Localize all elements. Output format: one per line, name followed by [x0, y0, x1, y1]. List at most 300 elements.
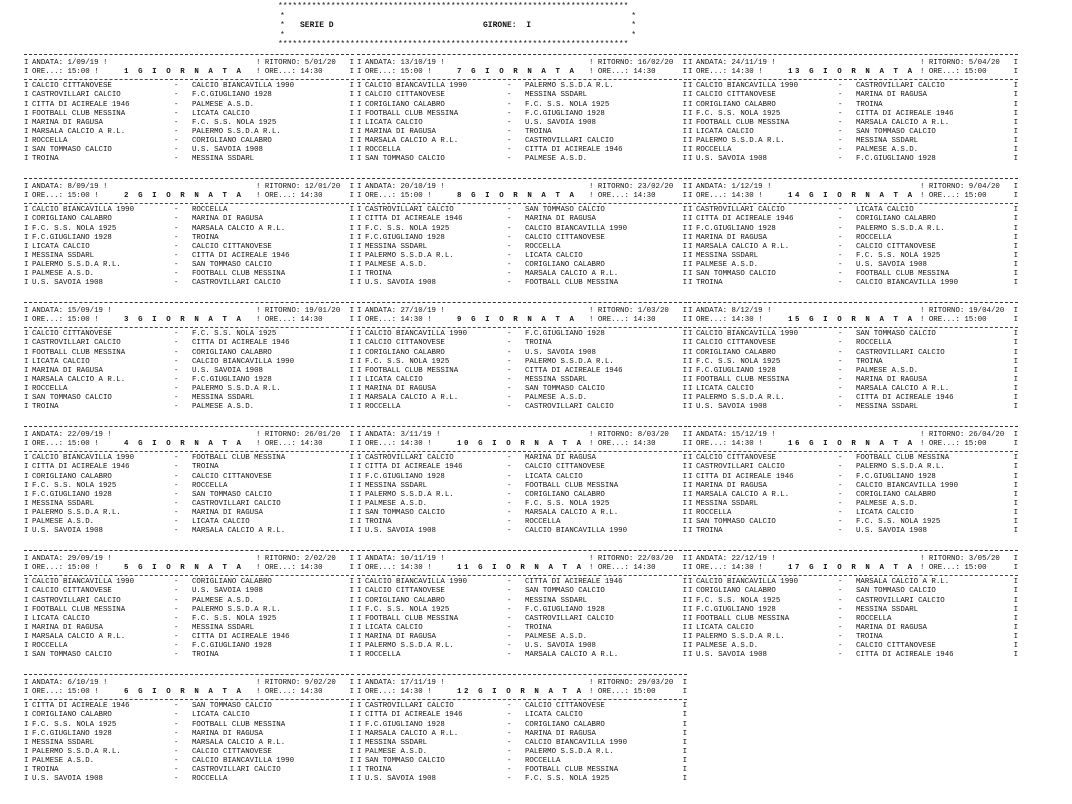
match-row — [357, 500, 687, 509]
border-char: I — [682, 109, 687, 118]
border-char: I — [688, 307, 693, 315]
border-char: I — [1013, 385, 1018, 394]
away-team: MARINA DI RAGUSA — [525, 215, 596, 224]
home-team: PALMESE A.S.D. — [696, 261, 759, 270]
ore-giornata-row — [688, 68, 1018, 77]
border-char: I — [357, 499, 362, 508]
border-char: I — [24, 403, 29, 412]
home-team: LICATA CALCIO — [32, 614, 90, 623]
match-row — [24, 757, 354, 766]
away-team: CORIGLIANO CALABRO — [192, 137, 272, 146]
dashed-rule — [24, 202, 354, 204]
border-char: I — [688, 527, 693, 536]
away-team: PALMESE A.S.D. — [856, 146, 919, 155]
border-char: I — [682, 509, 687, 518]
border-char: I — [349, 605, 354, 614]
away-team: F.C. S.S. NOLA 1925 — [525, 775, 610, 784]
border-char: I — [24, 59, 29, 67]
home-team: ROCCELLA — [365, 651, 401, 660]
away-team: CALCIO BIANCAVILLA 1990 — [525, 224, 628, 233]
match-row — [357, 651, 687, 660]
away-team: MESSINA SSDARL — [192, 155, 255, 164]
home-team: FOOTBALL CLUB MESSINA — [365, 109, 459, 118]
ore-ritorno: ! ORE...: 14:30 — [256, 440, 323, 449]
vs-separator: - — [838, 527, 843, 536]
away-team: ROCCELLA — [856, 614, 892, 623]
border-char: I — [688, 215, 693, 224]
away-team: CITTA DI ACIREALE 1946 — [192, 251, 290, 260]
match-row — [24, 633, 354, 642]
border-char: I — [688, 270, 693, 279]
home-team: TROINA — [32, 403, 59, 412]
home-team: PALMESE A.S.D. — [365, 261, 428, 270]
vs-separator: - — [174, 109, 179, 118]
home-team: MESSINA SSDARL — [696, 251, 759, 260]
giornata-block — [688, 426, 1018, 548]
away-team: MARINA DI RAGUSA — [856, 623, 927, 632]
border-char: I — [688, 137, 693, 146]
away-team: PALMESE A.S.D. — [856, 499, 919, 508]
border-char: I — [1013, 499, 1018, 508]
border-char: I — [682, 596, 687, 605]
ore-andata: ORE...: 15:00 ! — [32, 316, 99, 325]
border-char: I — [24, 215, 29, 224]
header-stars-top: ************************************************************************* — [278, 2, 629, 11]
match-row — [24, 597, 354, 606]
match-row — [688, 215, 1018, 224]
vs-separator: - — [838, 233, 843, 242]
home-team: U.S. SAVOIA 1908 — [365, 279, 436, 288]
border-char: I — [688, 339, 693, 348]
home-team: MARSALA CALCIO A R.L. — [365, 137, 459, 146]
match-row — [357, 509, 687, 518]
border-char: I — [688, 146, 693, 155]
dashed-rule — [688, 574, 1018, 576]
border-char: I — [349, 206, 354, 215]
match-row — [688, 270, 1018, 279]
away-team: MARSALA CALCIO A R.L. — [525, 509, 619, 518]
away-team: U.S. SAVOIA 1908 — [192, 366, 263, 375]
match-row — [357, 721, 687, 730]
home-team: MARSALA CALCIO A R.L. — [365, 394, 459, 403]
border-char: I — [24, 118, 29, 127]
away-team: CASTROVILLARI CALCIO — [856, 348, 945, 357]
match-row — [688, 146, 1018, 155]
home-team: F.C. S.S. NOLA 1925 — [696, 109, 781, 118]
away-team: MESSINA SSDARL — [856, 403, 919, 412]
dashed-rule — [688, 326, 1018, 328]
away-team: CALCIO CITTANOVESE — [525, 233, 605, 242]
away-team: F.C.GIUGLIANO 1928 — [192, 375, 272, 384]
home-team: PALMESE A.S.D. — [32, 270, 95, 279]
border-char: I — [688, 587, 693, 596]
dashed-rule — [357, 202, 687, 204]
away-team: CORIGLIANO CALABRO — [192, 578, 272, 587]
vs-separator: - — [507, 137, 512, 146]
border-char: I — [24, 578, 29, 587]
border-char: I — [24, 596, 29, 605]
border-char: I — [688, 348, 693, 357]
home-team: CITTA DI ACIREALE 1946 — [696, 472, 794, 481]
vs-separator: - — [174, 729, 179, 738]
ritorno-date: ! RITORNO: 26/04/20 — [920, 431, 1005, 439]
home-team: MARSALA CALCIO A R.L. — [696, 490, 790, 499]
match-row — [688, 482, 1018, 491]
border-char: I — [24, 499, 29, 508]
border-char: I — [349, 738, 354, 747]
ore-giornata-row — [688, 440, 1018, 449]
border-char: I — [357, 633, 362, 642]
home-team: F.C. S.S. NOLA 1925 — [32, 224, 117, 233]
home-team: CALCIO BIANCAVILLA 1990 — [696, 330, 799, 339]
match-row — [24, 119, 354, 128]
border-char: I — [357, 729, 362, 738]
vs-separator: - — [838, 509, 843, 518]
border-char: I — [1013, 109, 1018, 118]
away-team: F.C. S.S. NOLA 1925 — [192, 330, 277, 339]
border-char: I — [682, 454, 687, 463]
away-team: SAN TOMMASO CALCIO — [856, 587, 936, 596]
ore-andata: ORE...: 15:00 ! — [32, 68, 99, 77]
border-char: I — [1013, 59, 1018, 67]
home-team: U.S. SAVOIA 1908 — [365, 775, 436, 784]
border-char: I — [1013, 357, 1018, 366]
home-team: MARINA DI RAGUSA — [32, 118, 103, 127]
match-row — [24, 473, 354, 482]
border-char: I — [357, 183, 362, 191]
vs-separator: - — [174, 578, 179, 587]
away-team: MARSALA CALCIO A R.L. — [856, 118, 950, 127]
ore-ritorno: ! ORE...: 14:30 — [256, 68, 323, 77]
home-team: U.S. SAVOIA 1908 — [696, 403, 767, 412]
vs-separator: - — [838, 375, 843, 384]
home-team: F.C. S.S. NOLA 1925 — [32, 720, 117, 729]
vs-separator: - — [174, 605, 179, 614]
away-team: CITTA DI ACIREALE 1946 — [525, 578, 623, 587]
andata-ritorno-row — [357, 183, 687, 192]
border-char: I — [682, 59, 687, 67]
border-char: I — [349, 481, 354, 490]
vs-separator: - — [838, 224, 843, 233]
vs-separator: - — [174, 215, 179, 224]
vs-separator: - — [174, 499, 179, 508]
andata-date: ANDATA: 13/10/19 ! — [365, 59, 445, 67]
vs-separator: - — [838, 137, 843, 146]
border-char: I — [357, 614, 362, 623]
home-team: CASTROVILLARI CALCIO — [696, 463, 785, 472]
home-team: FOOTBALL CLUB MESSINA — [365, 366, 459, 375]
vs-separator: - — [838, 339, 843, 348]
border-char: I — [357, 394, 362, 403]
andata-ritorno-row — [24, 59, 354, 68]
away-team: MARSALA CALCIO A R.L. — [192, 224, 286, 233]
vs-separator: - — [174, 633, 179, 642]
border-char: I — [688, 651, 693, 660]
away-team: ROCCELLA — [525, 242, 561, 251]
border-char: I — [357, 555, 362, 563]
away-team: MARINA DI RAGUSA — [856, 91, 927, 100]
border-char: I — [688, 596, 693, 605]
border-char: I — [1013, 454, 1018, 463]
home-team: LICATA CALCIO — [365, 375, 423, 384]
away-team: FOOTBALL CLUB MESSINA — [525, 279, 619, 288]
match-row — [688, 261, 1018, 270]
match-row — [357, 206, 687, 215]
away-team: SAN TOMMASO CALCIO — [192, 490, 272, 499]
border-char: I — [349, 454, 354, 463]
vs-separator: - — [174, 127, 179, 136]
away-team: CALCIO BIANCAVILLA 1990 — [192, 757, 295, 766]
match-row — [24, 146, 354, 155]
vs-separator: - — [507, 463, 512, 472]
border-char: I — [357, 481, 362, 490]
border-char: I — [682, 747, 687, 756]
home-team: TROINA — [32, 155, 59, 164]
border-char: I — [682, 472, 687, 481]
match-row — [357, 261, 687, 270]
match-row — [357, 766, 687, 775]
border-char: I — [349, 623, 354, 632]
away-team: MESSINA SSDARL — [856, 605, 919, 614]
vs-separator: - — [174, 587, 179, 596]
border-char: I — [682, 330, 687, 339]
border-char: I — [688, 394, 693, 403]
andata-ritorno-row — [688, 307, 1018, 316]
border-char: I — [24, 155, 29, 164]
vs-separator: - — [507, 215, 512, 224]
match-row — [24, 711, 354, 720]
border-char: I — [357, 679, 362, 687]
home-team: PALMESE A.S.D. — [365, 747, 428, 756]
match-row — [688, 651, 1018, 660]
home-team: ROCCELLA — [365, 403, 401, 412]
border-char: I — [349, 702, 354, 711]
vs-separator: - — [838, 270, 843, 279]
home-team: ROCCELLA — [32, 642, 68, 651]
border-char: I — [1013, 490, 1018, 499]
home-team: SAN TOMMASO CALCIO — [365, 757, 445, 766]
away-team: PALMESE A.S.D. — [192, 403, 255, 412]
ritorno-date: ! RITORNO: 1/03/20 — [589, 307, 669, 315]
border-char: I — [24, 757, 29, 766]
dashed-rule — [24, 326, 354, 328]
border-char: I — [24, 688, 29, 697]
border-char: I — [24, 394, 29, 403]
match-row — [357, 270, 687, 279]
dashed-rule — [357, 78, 687, 80]
dashed-rule — [357, 450, 687, 452]
match-row — [24, 367, 354, 376]
dashed-rule — [688, 450, 1018, 452]
match-row — [24, 739, 354, 748]
border-char: I — [1013, 242, 1018, 251]
vs-separator: - — [507, 711, 512, 720]
match-row — [357, 349, 687, 358]
border-char: I — [349, 155, 354, 164]
border-char: I — [1013, 251, 1018, 260]
border-char: I — [24, 348, 29, 357]
andata-date: ANDATA: 1/09/19 ! — [32, 59, 108, 67]
ore-andata: ORE...: 15:00 ! — [365, 68, 432, 77]
match-row — [357, 702, 687, 711]
border-char: I — [349, 242, 354, 251]
border-char: I — [349, 633, 354, 642]
giornata-block — [357, 54, 687, 176]
vs-separator: - — [838, 251, 843, 260]
away-team: MESSINA SSDARL — [192, 623, 255, 632]
giornata-number: 15 G I O R N A T A — [788, 316, 915, 325]
border-char: I — [688, 316, 693, 325]
away-team: ROCCELLA — [856, 339, 892, 348]
border-char: I — [24, 440, 29, 449]
vs-separator: - — [174, 509, 179, 518]
home-team: F.C.GIUGLIANO 1928 — [32, 490, 112, 499]
dashed-rule — [24, 698, 354, 700]
ritorno-date: ! RITORNO: 3/05/20 — [920, 555, 1000, 563]
vs-separator: - — [507, 100, 512, 109]
border-char: I — [688, 330, 693, 339]
border-char: I — [1013, 192, 1018, 201]
away-team: FOOTBALL CLUB MESSINA — [525, 481, 619, 490]
border-char: I — [682, 587, 687, 596]
border-char: I — [357, 403, 362, 412]
border-char: I — [24, 472, 29, 481]
border-char: I — [688, 233, 693, 242]
home-team: MESSINA SSDARL — [32, 499, 95, 508]
away-team: MESSINA SSDARL — [525, 375, 588, 384]
giornata-block — [24, 550, 354, 672]
serie-label: SERIE D — [300, 21, 334, 31]
home-team: F.C.GIUGLIANO 1928 — [696, 224, 776, 233]
andata-ritorno-row — [24, 555, 354, 564]
border-char: I — [357, 490, 362, 499]
home-team: CASTROVILLARI CALCIO — [365, 702, 454, 711]
border-char: I — [349, 555, 354, 563]
match-row — [688, 91, 1018, 100]
away-team: MARINA DI RAGUSA — [525, 729, 596, 738]
home-team: FOOTBALL CLUB MESSINA — [696, 118, 790, 127]
header-blank-row: * * — [280, 11, 636, 21]
vs-separator: - — [507, 633, 512, 642]
border-char: I — [357, 766, 362, 775]
vs-separator: - — [838, 91, 843, 100]
match-row — [357, 711, 687, 720]
giornata-number: 3 G I O R N A T A — [124, 316, 244, 325]
away-team: MARINA DI RAGUSA — [856, 375, 927, 384]
border-char: I — [349, 261, 354, 270]
border-char: I — [682, 688, 687, 697]
dashed-rule — [688, 202, 1018, 204]
home-team: SAN TOMMASO CALCIO — [32, 394, 112, 403]
border-char: I — [688, 555, 693, 563]
home-team: TROINA — [365, 518, 392, 527]
border-char: I — [357, 605, 362, 614]
vs-separator: - — [507, 330, 512, 339]
vs-separator: - — [507, 490, 512, 499]
ore-ritorno: ! ORE...: 15:00 — [920, 192, 987, 201]
away-team: CORIGLIANO CALABRO — [525, 720, 605, 729]
vs-separator: - — [507, 642, 512, 651]
andata-ritorno-row — [688, 59, 1018, 68]
border-char: I — [688, 403, 693, 412]
border-char: I — [1013, 330, 1018, 339]
giornata-block — [357, 178, 687, 300]
border-char: I — [24, 146, 29, 155]
border-char: I — [24, 564, 29, 573]
border-char: I — [24, 316, 29, 325]
vs-separator: - — [507, 605, 512, 614]
border-char: I — [682, 527, 687, 536]
border-char: I — [682, 738, 687, 747]
border-char: I — [682, 605, 687, 614]
vs-separator: - — [838, 642, 843, 651]
away-team: LICATA CALCIO — [525, 251, 583, 260]
giornata-number: 12 G I O R N A T A — [457, 688, 584, 697]
border-char: I — [357, 339, 362, 348]
match-row — [357, 482, 687, 491]
border-char: I — [682, 679, 687, 687]
border-char: I — [682, 578, 687, 587]
ritorno-date: ! RITORNO: 22/03/20 — [589, 555, 674, 563]
border-char: I — [24, 127, 29, 136]
vs-separator: - — [838, 481, 843, 490]
away-team: FOOTBALL CLUB MESSINA — [856, 270, 950, 279]
border-char: I — [357, 118, 362, 127]
home-team: CORIGLIANO CALABRO — [696, 587, 776, 596]
home-team: CALCIO CITTANOVESE — [696, 454, 776, 463]
vs-separator: - — [838, 499, 843, 508]
vs-separator: - — [174, 224, 179, 233]
border-char: I — [24, 623, 29, 632]
vs-separator: - — [838, 587, 843, 596]
away-team: F.C. S.S. NOLA 1925 — [192, 118, 277, 127]
vs-separator: - — [174, 757, 179, 766]
home-team: ROCCELLA — [696, 146, 732, 155]
home-team: MARSALA CALCIO A R.L. — [696, 242, 790, 251]
border-char: I — [24, 270, 29, 279]
match-row — [688, 376, 1018, 385]
away-team: U.S. SAVOIA 1908 — [192, 587, 263, 596]
border-char: I — [682, 206, 687, 215]
border-char: I — [688, 481, 693, 490]
ore-ritorno: ! ORE...: 14:30 — [256, 564, 323, 573]
border-char: I — [682, 183, 687, 191]
home-team: MESSINA SSDARL — [32, 738, 95, 747]
border-char: I — [24, 518, 29, 527]
border-char: I — [24, 481, 29, 490]
border-char: I — [688, 431, 693, 439]
vs-separator: - — [838, 578, 843, 587]
away-team: PALERMO S.S.D.A R.L. — [856, 224, 945, 233]
match-row — [24, 500, 354, 509]
vs-separator: - — [838, 357, 843, 366]
away-team: CITTA DI ACIREALE 1946 — [525, 366, 623, 375]
match-row — [357, 633, 687, 642]
away-team: MESSINA SSDARL — [525, 596, 588, 605]
home-team: MARSALA CALCIO A R.L. — [32, 127, 126, 136]
andata-date: ANDATA: 22/09/19 ! — [32, 431, 112, 439]
match-row — [24, 509, 354, 518]
border-char: I — [24, 720, 29, 729]
border-char: I — [349, 59, 354, 67]
home-team: ROCCELLA — [32, 137, 68, 146]
giornata-block — [24, 426, 354, 548]
border-char: I — [1013, 642, 1018, 651]
border-char: I — [349, 490, 354, 499]
border-char: I — [349, 651, 354, 660]
away-team: TROINA — [192, 463, 219, 472]
vs-separator: - — [838, 472, 843, 481]
